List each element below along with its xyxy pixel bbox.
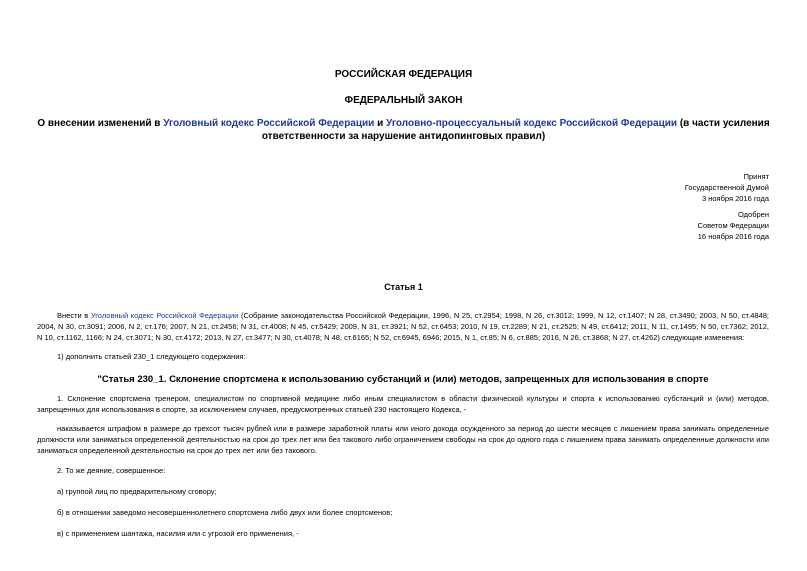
adopted-date: 3 ноября 2016 года [701,194,769,203]
article-intro [37,310,769,343]
paragraph-penalty: наказывается штрафом в размере до трехсот тысяч рублей или в размере заработной платы или иного дохода осужденного за период до шести месяцев с лишением права занимать определенные должности или заниматься определенной деятельностью на срок до трех лет или без такового либо ограничением свободы на срок до одного года с лишением права занимать определенные должности или заниматься определенной деятельностью на срок до трех лет или без такового. [37,424,769,455]
title-text-2: и [374,118,387,129]
title-text-3: (в части усиления [677,118,770,129]
law-title [0,117,807,143]
intro-text-post: (Собрание законодательства Российской Федерации, 1996, N 25, ст.2954; 1998, N 26, ст.3012; 1999, N 12, ст.1407; N 28, ст.3490; 2003, N 50, ст.4848; 2004, N 30, ст.3091; 2006, N 2, ст.176; 2007, N 21, ст.2456; N 31, ст.4008; N 45, ст.5429; 2009, N 31, ст.3921; N 52, ст.6453; 2010, N 19, ст.2289; N 21, ст.2525; N 49, ст.6412; 2011, N 11, ст.1495; N 50, ст.7362; 2012, N 10, ст.1162, 1166; N 24, ст.3071; N 30, ст.4172; 2013, N 27, ст.3477; N 30, ст.4078; N 48, ст.6165; N 52, ст.6945, 6946; 2015, N 1, ст.85; N 6, ст.885; 2016, N 26, ст.3868; N 27, ст.4262) следующие изменения: [37,311,770,342]
paragraph-2: 2. То же деяние, совершенное: [57,466,166,475]
subparagraph-b: б) в отношении заведомо несовершеннолетнего спортсмена либо двух или более спортсменов; [57,508,393,517]
title-text-line2: ответственности за нарушение антидопинговых правил) [261,131,546,142]
adopted-body: Государственной Думой [684,183,769,192]
law-type-heading: ФЕДЕРАЛЬНЫЙ ЗАКОН [344,95,463,106]
approved-body: Советом Федерации [697,221,769,230]
adopted-block [685,171,769,204]
criminal-procedure-code-link[interactable]: Уголовно-процессуальный кодекс Российской Федерации [386,118,678,129]
country-heading: РОССИЙСКАЯ ФЕДЕРАЦИЯ [334,69,473,80]
new-article-title: "Статья 230_1. Склонение спортсмена к использованию субстанций и (или) методов, запрещенных для использования в спорте [97,374,709,385]
subparagraph-c: в) с применением шантажа, насилия или с угрозой его применения, - [57,529,299,538]
criminal-code-link[interactable]: Уголовный кодекс Российской Федерации [163,118,375,129]
adopted-label: Принят [743,172,769,181]
intro-criminal-code-link[interactable]: Уголовный кодекс Российской Федерации [90,311,239,320]
approved-block [698,209,769,242]
approved-date: 16 ноября 2016 года [697,232,769,241]
paragraph-1: 1. Склонение спортсмена тренером, специалистом по спортивной медицине либо иным специалистом в области физической культуры и спорта к использованию субстанций и (или) методов, запрещенных для использования в спорте, за исключением случаев, предусмотренных статьей 230 настоящего Кодекса, - [37,394,769,414]
item-1: 1) дополнить статьей 230_1 следующего содержания: [57,352,246,361]
title-text-1: О внесении изменений в [37,118,164,129]
subparagraph-a: а) группой лиц по предварительному сговору; [57,487,217,496]
intro-text-pre: Внести в [57,311,91,320]
article-heading: Статья 1 [384,282,423,292]
approved-label: Одобрен [738,210,769,219]
